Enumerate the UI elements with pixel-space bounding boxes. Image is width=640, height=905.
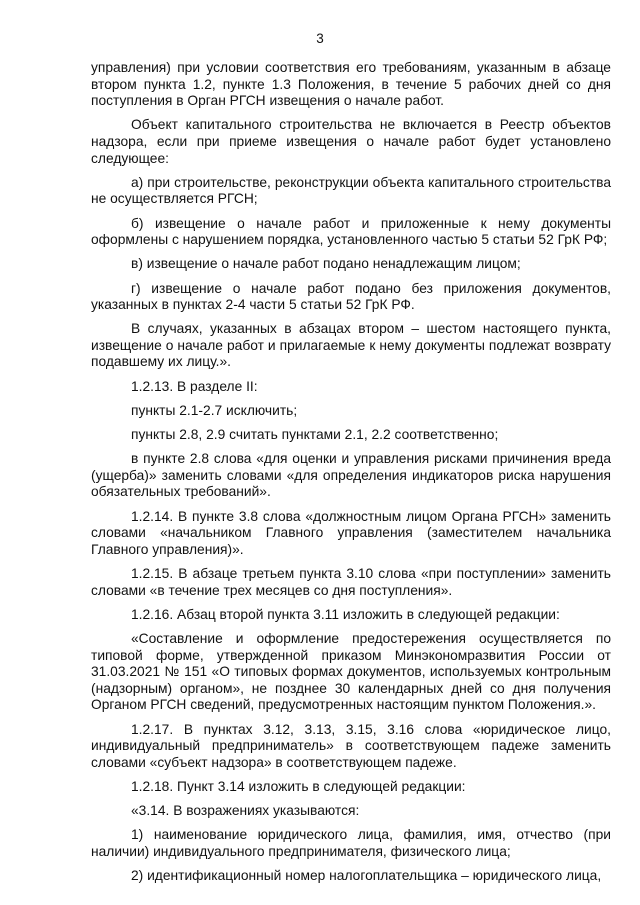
page-number: 3 <box>316 31 324 46</box>
paragraph-not-included: Объект капитального строительства не включается в Реестр объектов надзора, если при приеме извещения о начале работ будет установлено следующее: <box>91 117 611 166</box>
document-body <box>91 60 611 892</box>
paragraph-item-b: б) извещение о начале работ и приложенные к нему документы оформлены с нарушением порядка, установленного частью 5 статьи 52 ГрК РФ; <box>91 215 611 248</box>
paragraph-1-2-13: 1.2.13. В разделе II: <box>131 378 258 394</box>
paragraph-continuation: управления) при условии соответствия его требованиям, указанным в абзаце втором пункта 1.2, пункте 1.3 Положения, в течение 5 рабочих дней со дня поступления в Орган РГСН извещения о начале работ. <box>91 60 611 109</box>
paragraph-1-2-16: 1.2.16. Абзац второй пункта 3.11 изложить в следующей редакции: <box>131 606 560 622</box>
paragraph-1-2-14: 1.2.14. В пункте 3.8 слова «должностным лицом Органа РГСН» заменить словами «начальником Главного управления (заместителем начальника Главного управления)». <box>91 508 611 557</box>
paragraph-1-2-17: 1.2.17. В пунктах 3.12, 3.13, 3.15, 3.16 слова «юридическое лицо, индивидуальный предприниматель» в соответствующем падеже заменить словами «субъект надзора» в соответствующем падеже. <box>91 721 611 770</box>
paragraph-exclude: пункты 2.1-2.7 исключить; <box>131 402 298 418</box>
paragraph-item-a: а) при строительстве, реконструкции объекта капитального строительства не осуществляется РГСН; <box>91 174 611 207</box>
paragraph-2-8-words: в пункте 2.8 слова «для оценки и управления рисками причинения вреда (ущерба)» заменить словами «для определения индикаторов риска нарушения обязательных требований». <box>91 451 611 500</box>
paragraph-item-1: 1) наименование юридического лица, фамилия, имя, отчество (при наличии) индивидуального предпринимателя, физического лица; <box>91 827 611 859</box>
paragraph-warning-form: «Составление и оформление предостережения осуществляется по типовой форме, утвержденной приказом Минэкономразвития России от 31.03.2021 № 151 «О типовых формах документов, используемых контрольным (надзорным) органом», не позднее 30 календарных дней со дня получения Органом РГСН сведений, предусмотренных настоящим пунктом Положения.». <box>91 630 611 713</box>
paragraph-item-2: 2) идентификационный номер налогоплательщика – юридического лица, <box>131 868 602 884</box>
paragraph-item-v: в) извещение о начале работ подано ненадлежащим лицом; <box>131 256 521 272</box>
paragraph-item-g: г) извещение о начале работ подано без приложения документов, указанных в пунктах 2-4 части 5 статьи 52 ГрК РФ. <box>91 280 611 313</box>
paragraph-3-14: «3.14. В возражениях указываются: <box>131 803 360 819</box>
paragraph-return: В случаях, указанных в абзацах втором – шестом настоящего пункта, извещение о начале работ и прилагаемые к нему документы подлежат возврату подавшему их лицу.». <box>91 321 611 370</box>
paragraph-1-2-18: 1.2.18. Пункт 3.14 изложить в следующей редакции: <box>131 778 466 794</box>
paragraph-1-2-15: 1.2.15. В абзаце третьем пункта 3.10 слова «при поступлении» заменить словами «в течение трех месяцев со дня поступления». <box>91 565 611 598</box>
paragraph-renumber: пункты 2.8, 2.9 считать пунктами 2.1, 2.2 соответственно; <box>131 427 499 443</box>
